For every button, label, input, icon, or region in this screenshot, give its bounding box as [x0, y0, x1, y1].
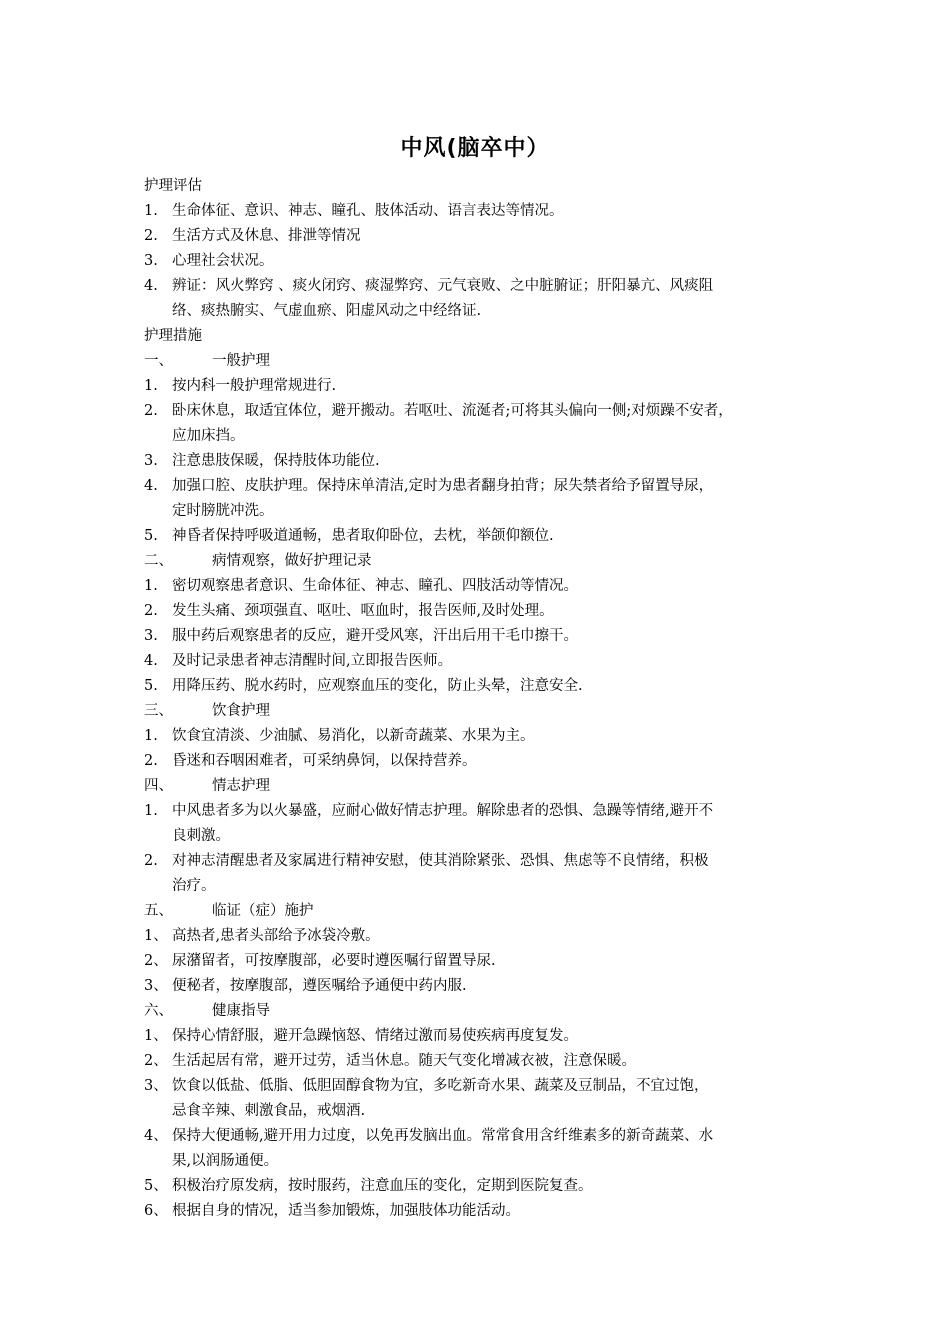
item-number: 1. — [144, 803, 158, 819]
list-item — [144, 724, 824, 749]
list-item — [144, 1124, 824, 1149]
list-item — [144, 574, 824, 599]
subsection-heading — [144, 549, 824, 574]
item-text: 保持大便通畅,避开用力过度，以免再发脑出血。常常食用含纤维素多的新奇蔬菜、水 — [172, 1128, 714, 1144]
list-item — [144, 924, 824, 949]
list-item — [144, 799, 824, 824]
item-text: 饮食以低盐、低脂、低胆固醇食物为宜，多吃新奇水果、蔬菜及豆制品，不宜过饱， — [172, 1078, 709, 1094]
list-item-continuation — [144, 299, 824, 324]
item-text: 应加床挡。 — [172, 428, 245, 444]
item-text: 根据自身的情况，适当参加锻炼，加强肢体功能活动。 — [172, 1203, 520, 1219]
item-number: 2. — [144, 603, 158, 619]
item-text: 生活起居有常，避开过劳，适当休息。随天气变化增减衣被，注意保暖。 — [172, 1053, 636, 1069]
item-number: 1. — [144, 578, 158, 594]
list-item — [144, 1074, 824, 1099]
item-number: 2. — [144, 753, 158, 769]
list-item-continuation — [144, 499, 824, 524]
item-number: 2. — [144, 228, 158, 244]
item-number: 1. — [144, 203, 158, 219]
item-number: 1. — [144, 728, 158, 744]
list-item — [144, 224, 824, 249]
item-text: 对神志清醒患者及家属进行精神安慰，使其消除紧张、恐惧、焦虑等不良情绪，积极 — [172, 853, 709, 869]
item-number: 4. — [144, 278, 158, 294]
item-text: 便秘者，按摩腹部，遵医嘱给予通便中药内服. — [172, 978, 467, 994]
item-text: 神昏者保持呼吸道通畅，患者取仰卧位，去枕，举颌仰额位. — [172, 528, 554, 544]
item-text: 按内科一般护理常规进行. — [172, 378, 337, 394]
item-text: 服中药后观察患者的反应，避开受风寒，汗出后用干毛巾擦干。 — [172, 628, 578, 644]
item-number: 2. — [144, 853, 158, 869]
list-item — [144, 1049, 824, 1074]
subsection-number: 三、 — [144, 703, 173, 719]
item-text: 卧床休息，取适宜体位，避开搬动。若呕吐、流涎者;可将其头偏向一侧;对烦躁不安者， — [172, 403, 733, 419]
list-item — [144, 199, 824, 224]
item-number: 6、 — [144, 1203, 168, 1219]
list-item — [144, 649, 824, 674]
item-text: 保持心情舒服，避开急躁恼怒、情绪过激而易使疾病再度复发。 — [172, 1028, 578, 1044]
item-number: 1. — [144, 378, 158, 394]
subsection-heading — [144, 899, 824, 924]
list-item-continuation — [144, 824, 824, 849]
list-item — [144, 249, 824, 274]
section-heading-assessment: 护理评估 — [144, 178, 202, 194]
list-item — [144, 374, 824, 399]
item-number: 3. — [144, 253, 158, 269]
item-number: 3. — [144, 453, 158, 469]
item-number: 5. — [144, 528, 158, 544]
list-item-continuation — [144, 424, 824, 449]
item-number: 2. — [144, 403, 158, 419]
list-item-continuation — [144, 1149, 824, 1174]
item-text: 用降压药、脱水药时，应观察血压的变化，防止头晕，注意安全. — [172, 678, 583, 694]
list-item — [144, 974, 824, 999]
item-number: 4. — [144, 478, 158, 494]
item-text: 良刺激。 — [172, 828, 230, 844]
subsection-title: 健康指导 — [212, 1003, 270, 1019]
item-text: 果,以润肠通便。 — [172, 1153, 279, 1169]
item-text: 治疗。 — [172, 878, 216, 894]
subsection-heading — [144, 349, 824, 374]
item-text: 昏迷和吞咽困难者，可采纳鼻饲，以保持营养。 — [172, 753, 477, 769]
subsection-heading — [144, 999, 824, 1024]
list-item — [144, 449, 824, 474]
list-item — [144, 524, 824, 549]
list-item — [144, 399, 824, 424]
item-number: 5、 — [144, 1178, 168, 1194]
item-text: 饮食宜清淡、少油腻、易消化，以新奇蔬菜、水果为主。 — [172, 728, 535, 744]
item-text: 辨证：风火弊窍 、痰火闭窍、痰湿弊窍、元气衰败、之中脏腑证；肝阳暴亢、风痰阻 — [172, 278, 714, 294]
list-item — [144, 599, 824, 624]
list-item — [144, 624, 824, 649]
list-item — [144, 749, 824, 774]
list-item-continuation — [144, 874, 824, 899]
item-text: 加强口腔、皮肤护理。保持床单清洁,定时为患者翻身拍背；尿失禁者给予留置导尿， — [172, 478, 714, 494]
item-text: 尿潴留者，可按摩腹部，必要时遵医嘱行留置导尿. — [172, 953, 496, 969]
item-text: 生命体征、意识、神志、瞳孔、肢体活动、语言表达等情况。 — [172, 203, 564, 219]
item-text: 高热者,患者头部给予冰袋冷敷。 — [172, 928, 380, 944]
section-heading-measures: 护理措施 — [144, 328, 202, 344]
list-item-continuation — [144, 1099, 824, 1124]
subsection-heading — [144, 699, 824, 724]
item-text: 定时膀胱冲洗。 — [172, 503, 274, 519]
item-text: 心理社会状况。 — [172, 253, 274, 269]
subsection-title: 饮食护理 — [212, 703, 270, 719]
item-number: 4. — [144, 653, 158, 669]
item-text: 注意患肢保暖，保持肢体功能位. — [172, 453, 380, 469]
item-number: 1、 — [144, 928, 168, 944]
subsection-title: 病情观察，做好护理记录 — [212, 553, 372, 569]
list-item — [144, 474, 824, 499]
subsection-number: 五、 — [144, 903, 173, 919]
item-number: 1、 — [144, 1028, 168, 1044]
item-number: 3、 — [144, 1078, 168, 1094]
list-item — [144, 949, 824, 974]
list-item — [144, 274, 824, 299]
item-text: 络、痰热腑实、气虚血瘀、阳虚风动之中经络证. — [172, 303, 482, 319]
list-item — [144, 1024, 824, 1049]
subsection-number: 六、 — [144, 1003, 173, 1019]
item-number: 3、 — [144, 978, 168, 994]
item-number: 4、 — [144, 1128, 168, 1144]
list-item — [144, 1199, 824, 1224]
subsection-title: 情志护理 — [212, 778, 270, 794]
subsection-title: 临证（症）施护 — [212, 903, 314, 919]
list-item — [144, 674, 824, 699]
subsection-number: 四、 — [144, 778, 173, 794]
list-item — [144, 1174, 824, 1199]
item-text: 中风患者多为以火暴盛，应耐心做好情志护理。解除患者的恐惧、急躁等情绪,避开不 — [172, 803, 714, 819]
item-text: 忌食辛辣、刺激食品，戒烟酒. — [172, 1103, 366, 1119]
subsection-title: 一般护理 — [212, 353, 270, 369]
item-number: 2、 — [144, 1053, 168, 1069]
item-text: 生活方式及休息、排泄等情况 — [172, 228, 361, 244]
item-number: 2、 — [144, 953, 168, 969]
item-number: 5. — [144, 678, 158, 694]
document-body — [144, 174, 824, 1224]
subsection-number: 二、 — [144, 553, 173, 569]
item-number: 3. — [144, 628, 158, 644]
item-text: 密切观察患者意识、生命体征、神志、瞳孔、四肢活动等情况。 — [172, 578, 578, 594]
list-item — [144, 849, 824, 874]
item-text: 积极治疗原发病，按时服药，注意血压的变化，定期到医院复查。 — [172, 1178, 593, 1194]
item-text: 及时记录患者神志清醒时间,立即报告医师。 — [172, 653, 453, 669]
subsection-number: 一、 — [144, 353, 173, 369]
subsection-heading — [144, 774, 824, 799]
document-title: 中风(脑卒中） — [400, 136, 550, 161]
item-text: 发生头痛、颈项强直、呕吐、呕血时，报告医师,及时处理。 — [172, 603, 554, 619]
